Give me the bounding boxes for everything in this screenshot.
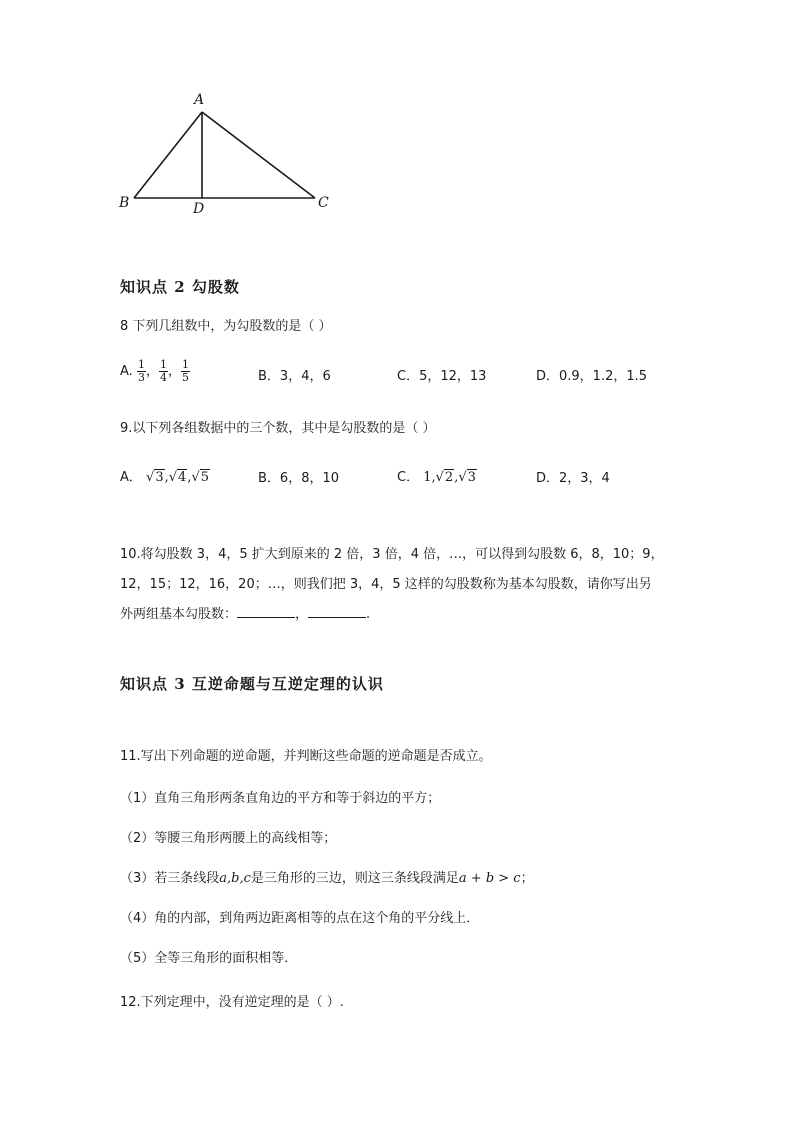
question-12-stem: 12.下列定理中，没有逆定理的是（ ）. — [120, 995, 344, 1010]
question-9-option-c: C． 1,√2,√3 — [397, 470, 476, 485]
label-a: A — [194, 92, 205, 108]
section-heading-3: 知识点 3 互逆命题与互逆定理的认识 — [120, 675, 384, 693]
question-11-stem: 11.写出下列命题的逆命题，并判断这些命题的逆命题是否成立。 — [120, 749, 492, 764]
question-9-stem: 9.以下列各组数据中的三个数，其中是勾股数的是（ ） — [120, 421, 436, 436]
label-c: C — [318, 195, 329, 211]
question-11-item-5: （5）全等三角形的面积相等． — [120, 951, 298, 966]
answer-blank-2[interactable] — [308, 605, 366, 618]
question-8-option-d: D．0.9，1.2，1.5 — [536, 369, 648, 384]
question-11-item-1: （1）直角三角形两条直角边的平方和等于斜边的平方； — [120, 791, 441, 806]
side-ab — [134, 112, 202, 198]
question-9-option-a: A． √3,√4,√5 — [120, 470, 210, 485]
option-a-label: A. — [120, 364, 133, 379]
question-8-option-b: B．3，4，6 — [258, 369, 331, 384]
radical: 1,√2,√3 — [423, 470, 476, 485]
question-8-option-c: C．5，12，13 — [397, 369, 487, 384]
question-11-item-4: （4）角的内部，到角两边距离相等的点在这个角的平分线上． — [120, 911, 480, 926]
question-9-option-b: B．6，8，10 — [258, 471, 340, 486]
fraction: $\frac{1}{4}$ — [159, 358, 167, 384]
question-11-item-3: （3）若三条线段a,b,c是三角形的三边，则这三条线段满足a + b > c； — [120, 871, 534, 886]
triangle-figure — [110, 88, 350, 223]
question-10-line-3: 外两组基本勾股数： ， . — [120, 607, 371, 622]
question-8-option-a: A. $\frac{1}{3}$ ， $\frac{1}{4}$ ， $\frac{1}{5}$ — [120, 358, 189, 384]
radical: √3,√4,√5 — [146, 470, 210, 485]
fraction: $\frac{1}{5}$ — [181, 358, 189, 384]
question-11-item-2: （2）等腰三角形两腰上的高线相等； — [120, 831, 337, 846]
answer-blank-1[interactable] — [237, 605, 295, 618]
question-9-option-d: D．2，3，4 — [536, 471, 610, 486]
side-ac — [202, 112, 315, 198]
question-8-stem: 8 下列几组数中，为勾股数的是（ ） — [120, 319, 332, 334]
label-d: D — [193, 201, 205, 217]
label-b: B — [119, 195, 130, 211]
section-heading-2: 知识点 2 勾股数 — [120, 278, 240, 296]
fraction: $\frac{1}{3}$ — [137, 358, 145, 384]
question-10-line-1: 10.将勾股数 3，4，5 扩大到原来的 2 倍，3 倍，4 倍，…，可以得到勾股数 6，8，10；9， — [120, 547, 664, 562]
question-10-line-2: 12，15；12，16，20；…，则我们把 3，4，5 这样的勾股数称为基本勾股数，请你写出另 — [120, 577, 652, 592]
